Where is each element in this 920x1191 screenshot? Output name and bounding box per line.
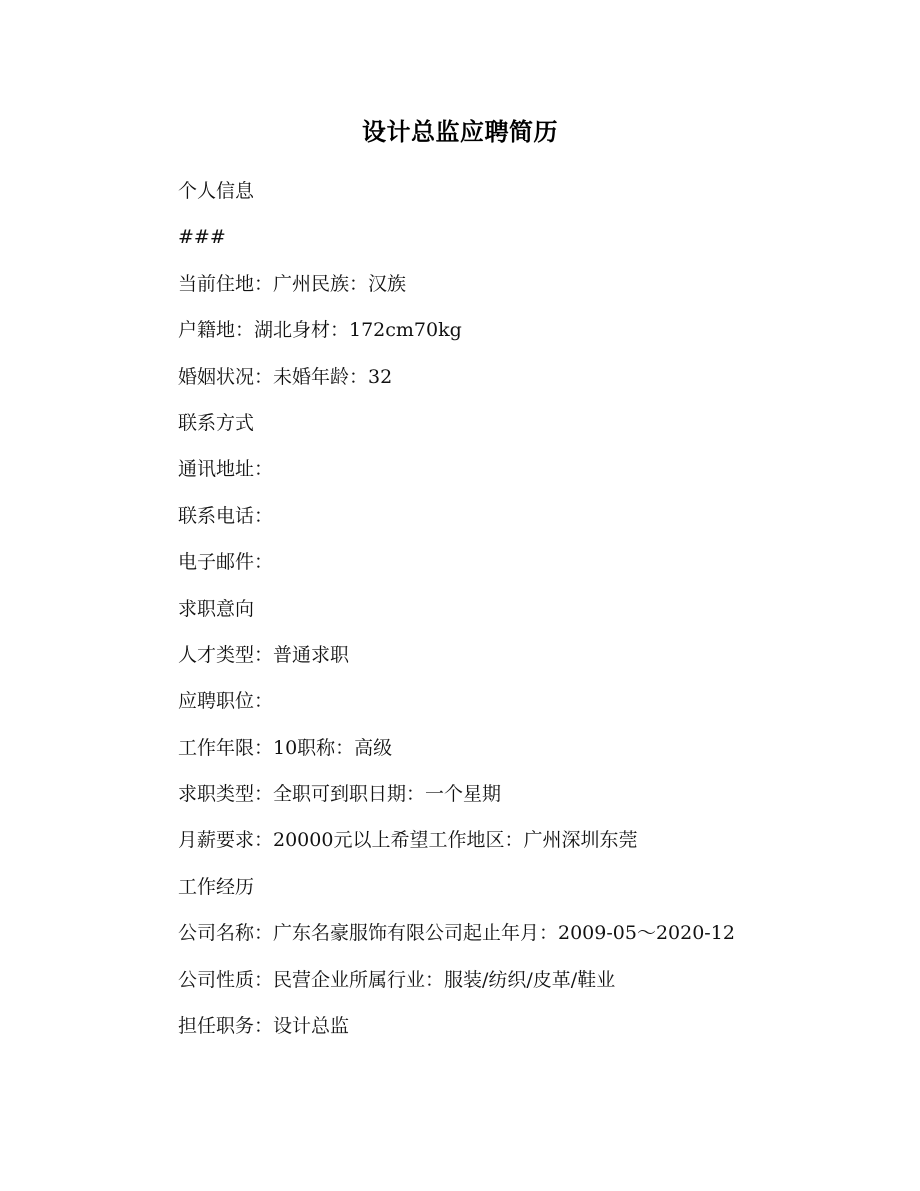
document-title: 设计总监应聘简历 [362, 118, 558, 146]
salary-location-line: 月薪要求：20000元以上希望工作地区：广州深圳东莞 [178, 829, 638, 852]
job-title-line: 担任职务：设计总监 [178, 1015, 350, 1038]
section-heading-job-intention: 求职意向 [178, 597, 255, 620]
experience-title-line: 工作年限：10职称：高级 [178, 736, 393, 759]
phone-line: 联系电话： [178, 504, 274, 527]
applied-position-line: 应聘职位： [178, 690, 274, 713]
company-period-line: 公司名称：广东名豪服饰有限公司起止年月：2009-05～2020-12 [178, 922, 735, 945]
talent-type-line: 人才类型：普通求职 [178, 643, 350, 666]
section-heading-work-experience: 工作经历 [178, 875, 255, 898]
mailing-address-line: 通讯地址： [178, 458, 274, 481]
hometown-physique-line: 户籍地：湖北身材：172cm70kg [178, 319, 462, 342]
job-type-availability-line: 求职类型：全职可到职日期：一个星期 [178, 783, 502, 806]
marital-age-line: 婚姻状况：未婚年龄：32 [178, 365, 393, 388]
section-heading-contact: 联系方式 [178, 411, 255, 434]
residence-ethnicity-line: 当前住地：广州民族：汉族 [178, 272, 407, 295]
company-type-industry-line: 公司性质：民营企业所属行业：服装/纺织/皮革/鞋业 [178, 968, 616, 991]
section-heading-personal-info: 个人信息 [178, 180, 255, 202]
resume-lines [178, 174, 858, 1055]
email-line: 电子邮件： [178, 551, 274, 574]
name-placeholder: ### [178, 226, 226, 249]
